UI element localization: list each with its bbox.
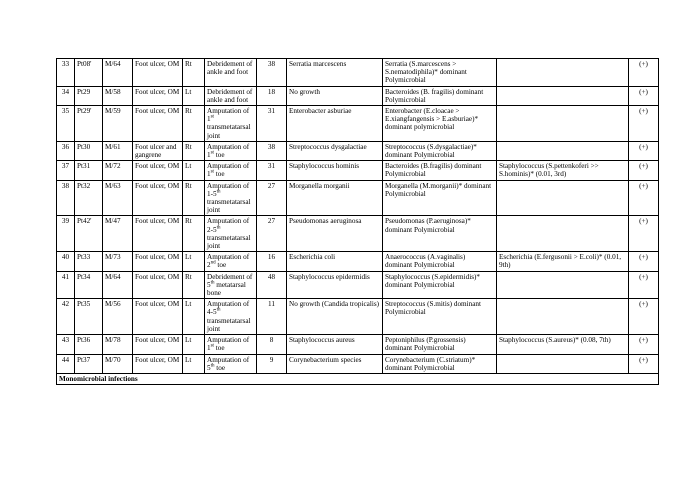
cell-pt: Pt35 [75, 299, 103, 335]
cell-ngs: Bacteroides (B.fragilis) dominant Polymicrobial [383, 161, 497, 180]
cell-count: 11 [257, 299, 287, 335]
cell-sex-age: M/64 [103, 59, 133, 87]
cell-side: Rt [183, 59, 205, 87]
cell-no: 44 [57, 354, 75, 373]
cell-side: Lt [183, 161, 205, 180]
cell-side: Lt [183, 299, 205, 335]
cell-culture: Corynebacterium species [287, 354, 383, 373]
cell-result: (+) [629, 335, 659, 354]
cell-diagnosis: Foot ulcer and gangrene [133, 141, 183, 160]
cell-side: Rt [183, 271, 205, 299]
cell-culture: Staphylococcus aureus [287, 335, 383, 354]
cell-extra [497, 59, 629, 87]
cell-sex-age: M/58 [103, 86, 133, 105]
cell-ngs: Anaerococcus (A.vaginalis) dominant Polymicrobial [383, 252, 497, 271]
cell-count: 38 [257, 141, 287, 160]
cell-ngs: Corynebacterium (C.striatum)* dominant Polymicrobial [383, 354, 497, 373]
results-table [56, 58, 659, 385]
cell-count: 9 [257, 354, 287, 373]
cell-no: 41 [57, 271, 75, 299]
cell-side: Rt [183, 106, 205, 142]
cell-procedure: Amputation of 4-5th transmetatarsal joint [205, 299, 257, 335]
cell-result: (+) [629, 216, 659, 252]
cell-sex-age: M/64 [103, 271, 133, 299]
cell-procedure: Debridement of ankle and foot [205, 59, 257, 87]
cell-procedure: Amputation of 1st transmetatarsal joint [205, 106, 257, 142]
cell-no: 40 [57, 252, 75, 271]
cell-count: 31 [257, 106, 287, 142]
cell-diagnosis: Foot ulcer, OM [133, 354, 183, 373]
cell-ngs: Bacteroides (B. fragilis) dominant Polymicrobial [383, 86, 497, 105]
cell-procedure: Debridement of ankle and foot [205, 86, 257, 105]
cell-pt: Pt30 [75, 141, 103, 160]
cell-no: 38 [57, 180, 75, 216]
table-row [57, 252, 659, 271]
cell-sex-age: M/78 [103, 335, 133, 354]
table-row [57, 161, 659, 180]
cell-procedure: Amputation of 1st toe [205, 335, 257, 354]
cell-diagnosis: Foot ulcer, OM [133, 299, 183, 335]
cell-count: 48 [257, 271, 287, 299]
cell-result: (+) [629, 354, 659, 373]
table-row [57, 354, 659, 373]
cell-no: 36 [57, 141, 75, 160]
cell-side: Lt [183, 86, 205, 105]
table-body [57, 59, 659, 374]
cell-diagnosis: Foot ulcer, OM [133, 180, 183, 216]
cell-result: (+) [629, 180, 659, 216]
section-label: Monomicrobial infections [57, 373, 659, 384]
cell-culture: Enterobacter asburiae [287, 106, 383, 142]
cell-extra [497, 180, 629, 216]
table-row [57, 86, 659, 105]
table-row [57, 59, 659, 87]
cell-no: 39 [57, 216, 75, 252]
cell-procedure: Debridement of 5th metatarsal bone [205, 271, 257, 299]
cell-procedure: Amputation of 1st toe [205, 141, 257, 160]
cell-ngs: Streptococcus (S.dysgalactiae)* dominant Polymicrobial [383, 141, 497, 160]
cell-result: (+) [629, 299, 659, 335]
cell-sex-age: M/61 [103, 141, 133, 160]
cell-procedure: Amputation of 5th toe [205, 354, 257, 373]
cell-no: 37 [57, 161, 75, 180]
cell-culture: Staphylococcus epidermidis [287, 271, 383, 299]
cell-culture: Pseudomonas aeruginosa [287, 216, 383, 252]
cell-ngs: Serratia (S.marcescens > S.nematodiphila)* dominant Polymicrobial [383, 59, 497, 87]
cell-extra [497, 354, 629, 373]
cell-count: 38 [257, 59, 287, 87]
cell-culture: Serratia marcescens [287, 59, 383, 87]
table-row [57, 106, 659, 142]
cell-extra: Escherichia (E.fergusonii > E.coli)* (0.01, 9th) [497, 252, 629, 271]
cell-culture: Morganella morganii [287, 180, 383, 216]
cell-side: Rt [183, 216, 205, 252]
cell-no: 33 [57, 59, 75, 87]
cell-side: Rt [183, 141, 205, 160]
cell-ngs: Morganella (M.morganii)* dominant Polymicrobial [383, 180, 497, 216]
table-row [57, 335, 659, 354]
cell-side: Lt [183, 335, 205, 354]
cell-pt: Pt29' [75, 106, 103, 142]
cell-pt: Pt36 [75, 335, 103, 354]
cell-extra: Staphylococcus (S.aureus)* (0.08, 7th) [497, 335, 629, 354]
cell-sex-age: M/47 [103, 216, 133, 252]
cell-pt: Pt31 [75, 161, 103, 180]
cell-culture: Staphylococcus hominis [287, 161, 383, 180]
cell-diagnosis: Foot ulcer, OM [133, 216, 183, 252]
cell-ngs: Enterobacter (E.cloacae > E.xiangfangensis > E.asburiae)* dominant polymicrobial [383, 106, 497, 142]
cell-sex-age: M/56 [103, 299, 133, 335]
cell-side: Rt [183, 180, 205, 216]
cell-procedure: Amputation of 1-5th transmetatarsal joint [205, 180, 257, 216]
cell-extra [497, 106, 629, 142]
cell-culture: Escherichia coli [287, 252, 383, 271]
table-row [57, 180, 659, 216]
cell-extra [497, 216, 629, 252]
cell-extra [497, 86, 629, 105]
cell-no: 34 [57, 86, 75, 105]
table-row [57, 271, 659, 299]
cell-result: (+) [629, 161, 659, 180]
cell-result: (+) [629, 106, 659, 142]
cell-ngs: Pseudomonas (P.aeruginosa)* dominant Polymicrobial [383, 216, 497, 252]
cell-result: (+) [629, 86, 659, 105]
cell-diagnosis: Foot ulcer, OM [133, 59, 183, 87]
cell-pt: Pt29 [75, 86, 103, 105]
cell-procedure: Amputation of 2nd toe [205, 252, 257, 271]
cell-culture: Streptococcus dysgalactiae [287, 141, 383, 160]
cell-no: 42 [57, 299, 75, 335]
cell-result: (+) [629, 271, 659, 299]
cell-count: 31 [257, 161, 287, 180]
cell-no: 43 [57, 335, 75, 354]
cell-procedure: Amputation of 2-5th transmetatarsal joint [205, 216, 257, 252]
cell-sex-age: M/72 [103, 161, 133, 180]
cell-result: (+) [629, 252, 659, 271]
cell-diagnosis: Foot ulcer, OM [133, 335, 183, 354]
cell-count: 27 [257, 216, 287, 252]
table-row [57, 141, 659, 160]
cell-pt: Pt08' [75, 59, 103, 87]
cell-count: 16 [257, 252, 287, 271]
cell-ngs: Staphylococcus (S.epidermidis)* dominant Polymicrobial [383, 271, 497, 299]
cell-pt: Pt32 [75, 180, 103, 216]
cell-result: (+) [629, 141, 659, 160]
cell-count: 8 [257, 335, 287, 354]
cell-diagnosis: Foot ulcer, OM [133, 271, 183, 299]
cell-no: 35 [57, 106, 75, 142]
cell-result: (+) [629, 59, 659, 87]
table-row [57, 299, 659, 335]
cell-pt: Pt34 [75, 271, 103, 299]
cell-extra [497, 271, 629, 299]
cell-side: Lt [183, 252, 205, 271]
cell-diagnosis: Foot ulcer, OM [133, 252, 183, 271]
cell-extra [497, 141, 629, 160]
cell-side: Lt [183, 354, 205, 373]
cell-culture: No growth [287, 86, 383, 105]
cell-ngs: Peptoniphilus (P.grossensis) dominant Polymicrobial [383, 335, 497, 354]
cell-diagnosis: Foot ulcer, OM [133, 86, 183, 105]
cell-pt: Pt42' [75, 216, 103, 252]
cell-sex-age: M/59 [103, 106, 133, 142]
cell-count: 18 [257, 86, 287, 105]
cell-culture: No growth (Candida tropicalis) [287, 299, 383, 335]
cell-extra [497, 299, 629, 335]
table-row [57, 216, 659, 252]
cell-extra: Staphylococcus (S.pettenkoferi >> S.hominis)* (0.01, 3rd) [497, 161, 629, 180]
section-row [57, 373, 659, 384]
cell-sex-age: M/63 [103, 180, 133, 216]
cell-pt: Pt33 [75, 252, 103, 271]
cell-diagnosis: Foot ulcer, OM [133, 161, 183, 180]
cell-sex-age: M/73 [103, 252, 133, 271]
cell-pt: Pt37 [75, 354, 103, 373]
cell-diagnosis: Foot ulcer, OM [133, 106, 183, 142]
cell-sex-age: M/70 [103, 354, 133, 373]
cell-count: 27 [257, 180, 287, 216]
cell-ngs: Streptococcus (S.mitis) dominant Polymicrobial [383, 299, 497, 335]
cell-procedure: Amputation of 1st toe [205, 161, 257, 180]
